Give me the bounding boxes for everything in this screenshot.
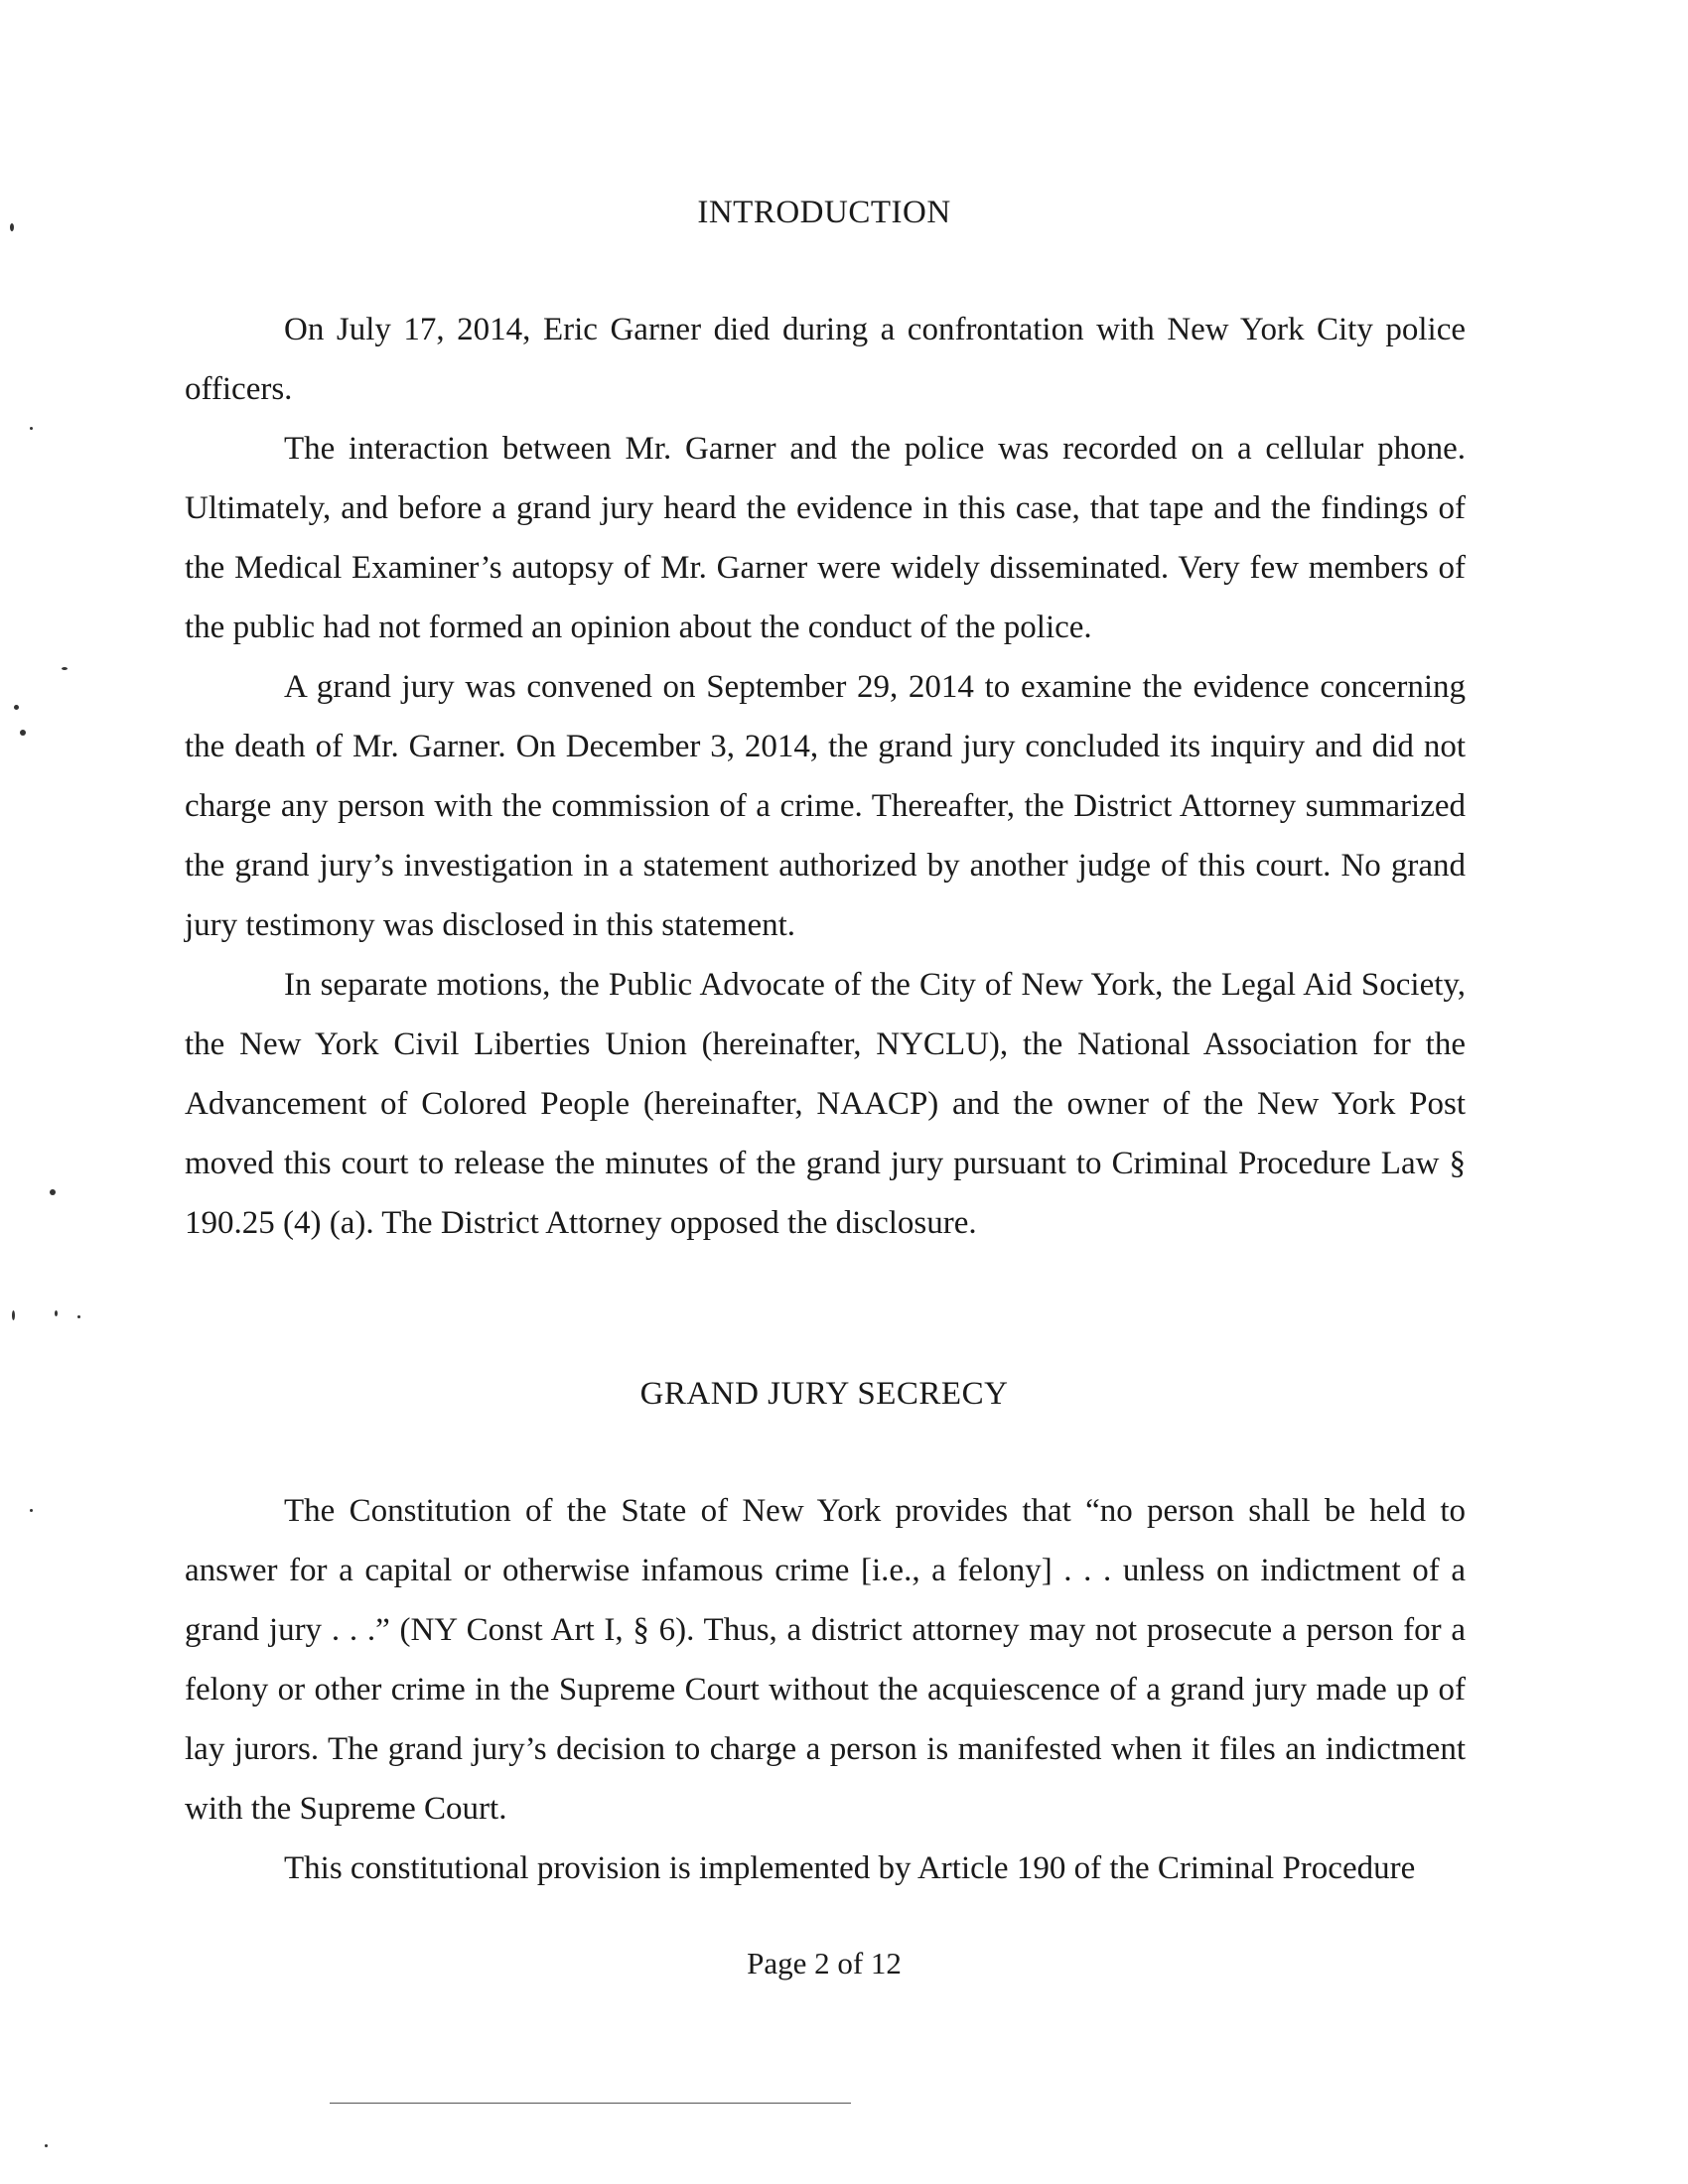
scan-speck xyxy=(14,705,19,710)
paragraph: The interaction between Mr. Garner and the police was recorded on a cellular phone. Ultimately, and before a grand jury heard the evidence in this case, that tape and the findings of the Medical Examiner’s autopsy of Mr. Garner were widely disseminated. Very few members of the public had not formed an opinion about the conduct of the police. xyxy=(185,431,1466,645)
scan-speck xyxy=(20,730,26,736)
paragraph: In separate motions, the Public Advocate of the City of New York, the Legal Aid Society, the New York Civil Liberties Union (hereinafter, NYCLU), the National Association for the Advancement of Colored People (hereinafter, NAACP) and the owner of the New York Post moved this court to release the minutes of the grand jury pursuant to Criminal Procedure Law § 190.25 (4) (a). The District Attorney opposed the disclosure. xyxy=(185,967,1466,1241)
scan-speck xyxy=(77,1315,80,1318)
scan-speck xyxy=(55,1310,58,1316)
paragraph: A grand jury was convened on September 29, 2014 to examine the evidence concerning the death of Mr. Garner. On December 3, 2014, the grand jury concluded its inquiry and did not charge any person with the commission of a crime. Thereafter, the District Attorney summarized the grand jury’s investigation in a statement authorized by another judge of this court. No grand jury testimony was disclosed in this statement. xyxy=(185,669,1466,943)
footer-divider xyxy=(330,2103,851,2104)
secrecy-body xyxy=(185,1481,1466,1898)
scan-speck xyxy=(30,427,33,430)
paragraph: On July 17, 2014, Eric Garner died during a confrontation with New York City police officers. xyxy=(185,312,1466,407)
introduction-body xyxy=(185,300,1466,1253)
section-heading-grand-jury-secrecy: GRAND JURY SECRECY xyxy=(639,1376,1009,1412)
scan-speck xyxy=(10,223,14,231)
scan-speck xyxy=(62,667,68,670)
paragraph: This constitutional provision is implemented by Article 190 of the Criminal Procedure xyxy=(284,1850,1416,1886)
scan-speck xyxy=(30,1509,33,1512)
section-heading-introduction: INTRODUCTION xyxy=(697,195,951,230)
page-number: Page 2 of 12 xyxy=(747,1946,902,1980)
scan-speck xyxy=(12,1310,15,1320)
scan-speck xyxy=(45,2144,48,2147)
scan-speck xyxy=(50,1189,56,1195)
paragraph: The Constitution of the State of New York provides that “no person shall be held to answer for a capital or otherwise infamous crime [i.e., a felony] . . . unless on indictment of a grand jury . . .” (NY Const Art I, § 6). Thus, a district attorney may not prosecute a person for a felony or other crime in the Supreme Court without the acquiescence of a grand jury made up of lay jurors. The grand jury’s decision to charge a person is manifested when it files an indictment with the Supreme Court. xyxy=(185,1493,1466,1827)
